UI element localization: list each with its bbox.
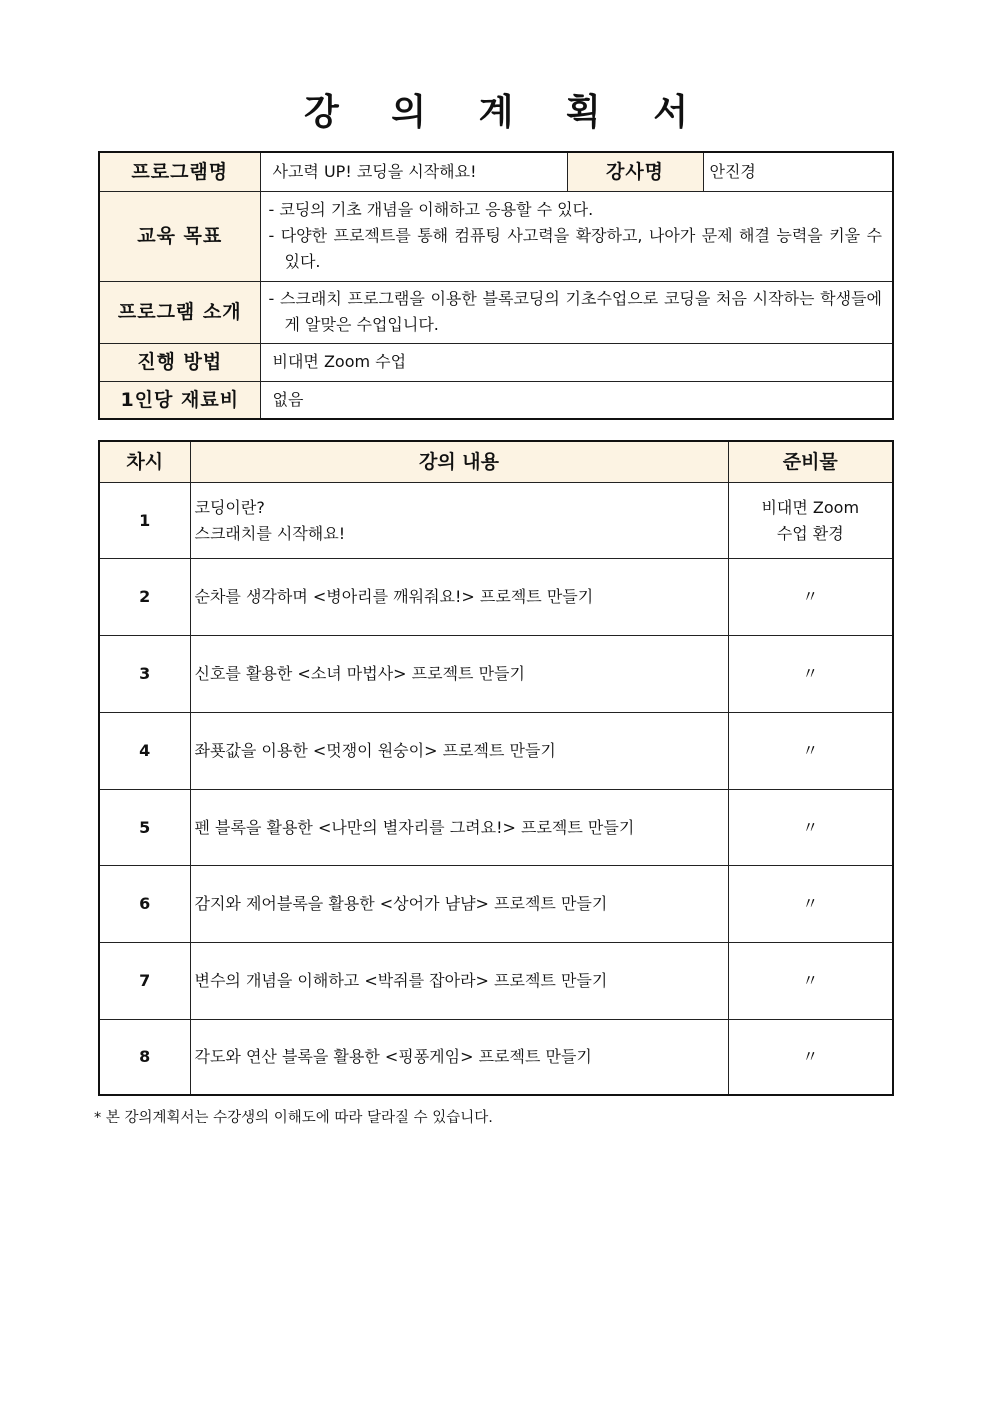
intro-text: - 스크래치 프로그램을 이용한 블록코딩의 기초수업으로 코딩을 처음 시작하는 학생들에게 알맞은 수업입니다. (268, 289, 882, 334)
session-content: 좌푯값을 이용한 <멋쟁이 원숭이> 프로젝트 만들기 (190, 713, 728, 790)
session-prep: 〃 (728, 790, 893, 866)
session-content: 순차를 생각하며 <병아리를 깨워줘요!> 프로젝트 만들기 (190, 559, 728, 636)
table-row (99, 866, 893, 943)
session-prep: 〃 (728, 713, 893, 790)
prep-header: 준비물 (728, 441, 893, 483)
program-name-value: 사고력 UP! 코딩을 시작해요! (260, 152, 567, 191)
table-row (99, 636, 893, 713)
goal-list (260, 191, 893, 281)
session-number: 8 (99, 1020, 190, 1095)
session-content: 각도와 연산 블록을 활용한 <핑퐁게임> 프로젝트 만들기 (190, 1020, 728, 1095)
session-content: 감지와 제어블록을 활용한 <상어가 냠냠> 프로젝트 만들기 (190, 866, 728, 943)
table-row (99, 559, 893, 636)
program-name-label: 프로그램명 (99, 152, 260, 191)
table-row (99, 1020, 893, 1095)
session-prep: 〃 (728, 1020, 893, 1095)
content-header: 강의 내용 (190, 441, 728, 483)
prep-line: 수업 환경 (776, 523, 844, 543)
session-number: 5 (99, 790, 190, 866)
instructor-value: 안진경 (703, 152, 893, 191)
intro-label: 프로그램 소개 (99, 281, 260, 343)
method-label: 진행 방법 (99, 343, 260, 381)
prep-line: 비대면 Zoom (761, 497, 860, 517)
session-prep: 〃 (728, 943, 893, 1020)
schedule-table (98, 440, 894, 1096)
session-number: 6 (99, 866, 190, 943)
session-prep: 〃 (728, 866, 893, 943)
session-content (190, 483, 728, 559)
content-line: 코딩이란? (194, 497, 265, 517)
intro-cell (260, 281, 893, 343)
instructor-label: 강사명 (567, 152, 703, 191)
method-value: 비대면 Zoom 수업 (260, 343, 893, 381)
session-header: 차시 (99, 441, 190, 483)
session-content: 변수의 개념을 이해하고 <박쥐를 잡아라> 프로젝트 만들기 (190, 943, 728, 1020)
table-row (99, 713, 893, 790)
program-info-table (98, 151, 894, 420)
table-row (99, 483, 893, 559)
session-content: 펜 블록을 활용한 <나만의 별자리를 그려요!> 프로젝트 만들기 (190, 790, 728, 866)
goal-item: - 다양한 프로젝트를 통해 컴퓨팅 사고력을 확장하고, 나아가 문제 해결 능력을 키울 수 있다. (268, 226, 882, 271)
page-title: 강 의 계 획 서 (303, 92, 708, 133)
table-row (99, 943, 893, 1020)
goal-label: 교육 목표 (99, 191, 260, 281)
goal-item: - 코딩의 기초 개념을 이해하고 응용할 수 있다. (268, 200, 594, 219)
session-content: 신호를 활용한 <소녀 마법사> 프로젝트 만들기 (190, 636, 728, 713)
session-prep: 〃 (728, 559, 893, 636)
session-number: 7 (99, 943, 190, 1020)
session-number: 2 (99, 559, 190, 636)
table-row (99, 790, 893, 866)
content-line: 스크래치를 시작해요! (194, 523, 346, 543)
material-value: 없음 (260, 381, 893, 419)
session-prep (728, 483, 893, 559)
session-number: 4 (99, 713, 190, 790)
session-prep: 〃 (728, 636, 893, 713)
session-number: 1 (99, 483, 190, 559)
session-number: 3 (99, 636, 190, 713)
material-label: 1인당 재료비 (99, 381, 260, 419)
footnote: * 본 강의계획서는 수강생의 이해도에 따라 달라질 수 있습니다. (94, 1110, 493, 1126)
